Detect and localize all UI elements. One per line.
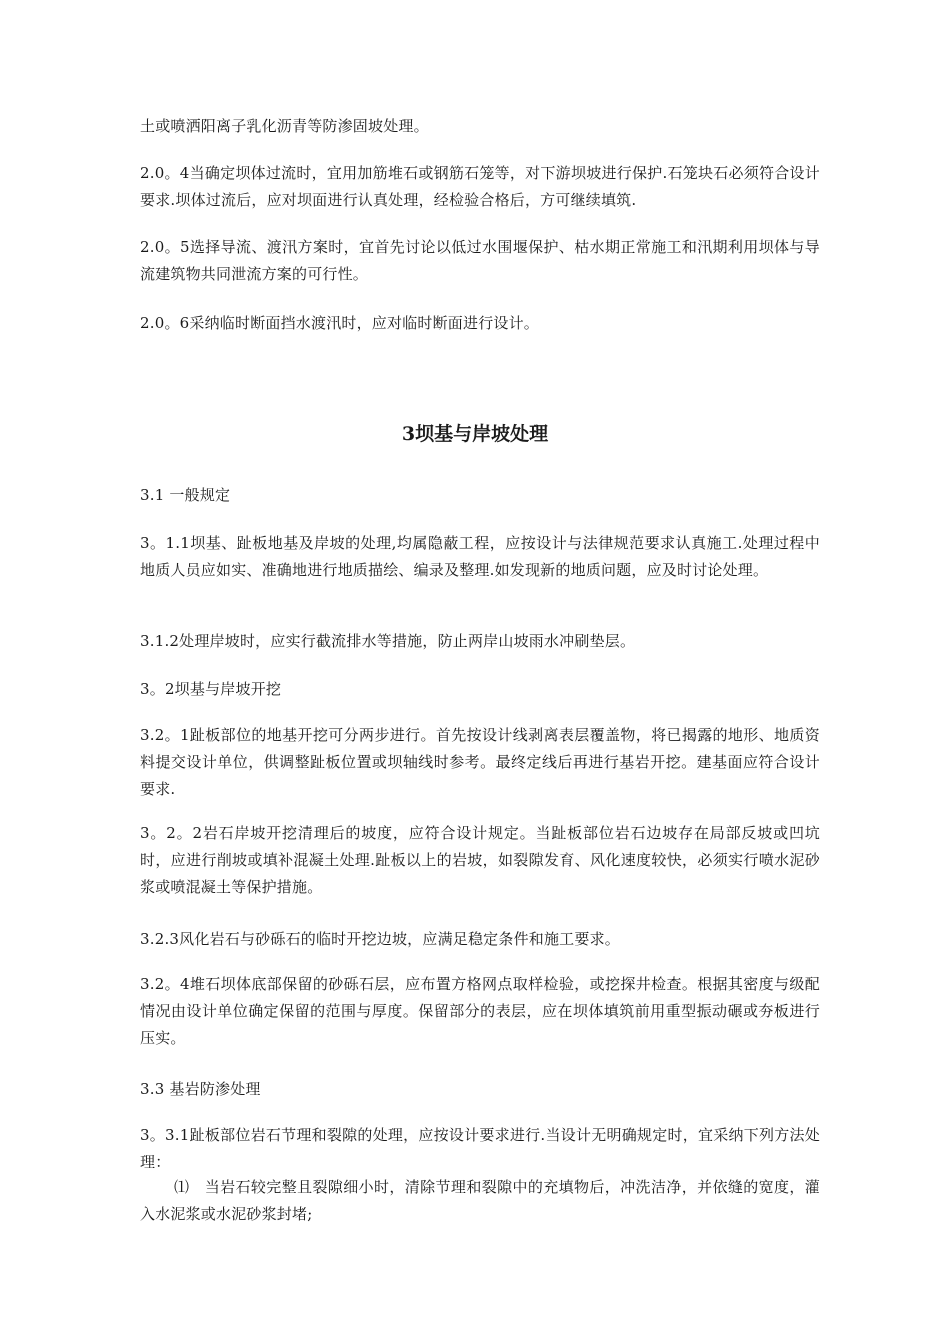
paragraph-3-1-1: 3。1.1坝基、趾板地基及岸坡的处理,均属隐蔽工程，应按设计与法律规范要求认真施工.处理过程中地质人员应如实、准确地进行地质描绘、编录及整理.如发现新的地质问题，应及时讨论处理。 xyxy=(140,534,820,579)
section-heading-3-2: 3。2坝基与岸坡开挖 xyxy=(140,680,282,698)
paragraph-3-1-2: 3.1.2处理岸坡时，应实行截流排水等措施，防止两岸山坡雨水冲刷垫层。 xyxy=(140,632,636,650)
section-heading-3-1: 3.1 一般规定 xyxy=(140,486,231,504)
paragraph-2-0-5: 2.0。5选择导流、渡汛方案时，宜首先讨论以低过水围堰保护、枯水期正常施工和汛期利用坝体与导流建筑物共同泄流方案的可行性。 xyxy=(140,238,820,283)
paragraph-2-0-6: 2.0。6采纳临时断面挡水渡汛时，应对临时断面进行设计。 xyxy=(140,314,540,332)
paragraph-3-2-3: 3.2.3风化岩石与砂砾石的临时开挖边坡，应满足稳定条件和施工要求。 xyxy=(140,930,620,948)
paragraph-3-2-2: 3。2。2岩石岸坡开挖清理后的坡度，应符合设计规定。当趾板部位岩石边坡存在局部反坡或凹坑时，应进行削坡或填补混凝土处理.趾板以上的岩坡，如裂隙发育、风化速度较快，必须实行喷水泥砂浆或喷混凝土等保护措施。 xyxy=(140,824,820,896)
paragraph-3-2-1: 3.2。1趾板部位的地基开挖可分两步进行。首先按设计线剥离表层覆盖物，将已揭露的地形、地质资料提交设计单位，供调整趾板位置或坝轴线时参考。最终定线后再进行基岩开挖。建基面应符合设计要求. xyxy=(140,726,820,798)
list-item-3-3-1-1: ⑴ 当岩石较完整且裂隙细小时，清除节理和裂隙中的充填物后，冲洗洁净，并依缝的宽度，灌入水泥浆或水泥砂浆封堵; xyxy=(140,1178,820,1223)
paragraph-3-3-1: 3。3.1趾板部位岩石节理和裂隙的处理，应按设计要求进行.当设计无明确规定时，宜采纳下列方法处理： xyxy=(140,1126,820,1171)
paragraph-continuation: 土或喷洒阳离子乳化沥青等防渗固坡处理。 xyxy=(140,117,429,135)
paragraph-2-0-4: 2.0。4当确定坝体过流时，宜用加筋堆石或钢筋石笼等，对下游坝坡进行保护.石笼块石必须符合设计要求.坝体过流后，应对坝面进行认真处理，经检验合格后，方可继续填筑. xyxy=(140,164,820,209)
section-heading-3-3: 3.3 基岩防渗处理 xyxy=(140,1080,261,1098)
chapter-title: 3坝基与岸坡处理 xyxy=(401,423,549,445)
paragraph-3-2-4: 3.2。4堆石坝体底部保留的砂砾石层，应布置方格网点取样检验，或挖探井检查。根据其密度与级配情况由设计单位确定保留的范围与厚度。保留部分的表层，应在坝体填筑前用重型振动碾或夯板进行压实。 xyxy=(140,975,820,1047)
